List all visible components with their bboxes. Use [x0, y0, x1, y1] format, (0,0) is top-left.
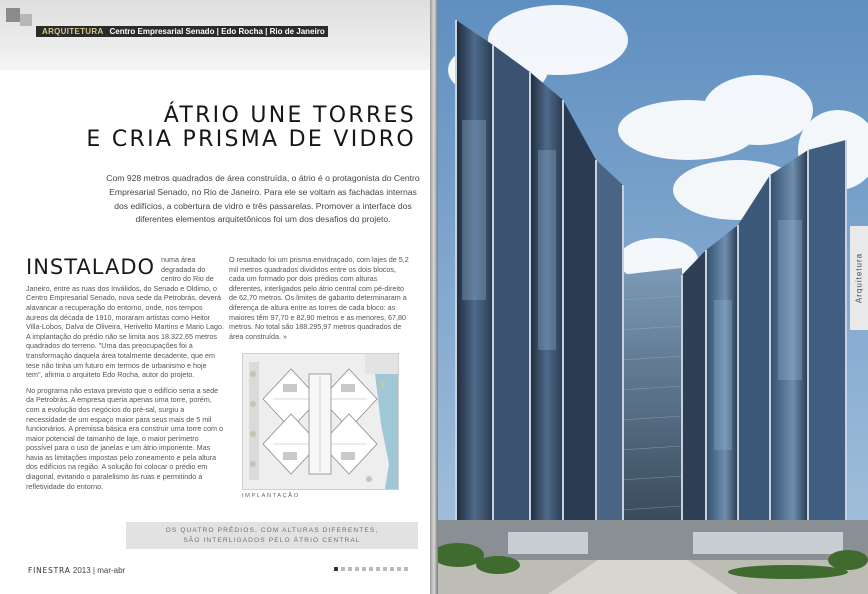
decorative-square: [20, 14, 32, 26]
site-plan-drawing: [242, 353, 399, 490]
left-page: [0, 0, 430, 594]
article-lead: Com 928 metros quadrados de área construída, o átrio é o protagonista do Centro Empresarial Senado, no Rio de Janeiro. Para ele se voltam as fachadas internas dos edifícios, a cobertura de vidro e três passarelas. Promover a interface dos diferentes elementos arquitetônicos foi um dos desafios do projeto.: [106, 173, 420, 225]
publication-name: FINESTRA: [28, 566, 71, 575]
photo-caption-line: OS QUATRO PRÉDIOS, COM ALTURAS DIFERENTES,: [165, 527, 379, 534]
building-photo: [438, 0, 868, 594]
paragraph: No programa não estava previsto que o edifício seria a sede da Petrobrás. A empresa queria apenas uma torre, porém, com a evolução dos negócios do pré-sal, surgiu a necessidade de um espaço maior para seus mais de 5 mil funcionários. A premissa básica era construir uma torre com o maior potencial de tamanho de laje, o maior perímetro possível para o uso de janelas e um átrio imponente. Mas havia as limitações impostas pelo zoneamento e pela altura dos edifícios na região. A solução foi colocar o prédio em diagonal, evitando o paralelismo às ruas e permitindo a refletividade do entorno.: [26, 385, 223, 491]
plan-caption: IMPLANTAÇÃO: [242, 493, 300, 499]
page-dots: [334, 566, 424, 572]
text-column-1: [26, 255, 224, 497]
photo-caption: [126, 522, 418, 549]
side-tab: [850, 226, 868, 330]
title-line-2: E CRIA PRISMA DE VIDRO: [86, 127, 416, 152]
page-footer: [28, 566, 125, 575]
article-title: [16, 104, 416, 152]
text-column-2: [229, 255, 409, 341]
section-bar: [36, 26, 328, 37]
section-category: ARQUITETURA: [42, 27, 104, 36]
decorative-square: [6, 8, 20, 22]
paragraph: numa área degradada do centro do Rio de Janeiro, entre as ruas dos Inválidos, do Senado e Oldimo, o Centro Empresarial Senado, nova sede da Petrobrás, deverá alavancar a recuperação do entorno, onde, nos tempos áureos da década de 1910, moraram artistas como Heitor Villa-Lobos, Dalva de Oliveira, Herivelto Martins e Mario Lago. A implantação do prédio não se limita aos 18.322,65 metros quadrados do terreno. "Uma das preocupações foi a transformação daquela área totalmente decadente, que em tese não tinha um futuro em termos de urbanismo e hoje tem", afirma o arquiteto Edo Rocha, autor do projeto.: [26, 255, 225, 380]
page-gutter: [430, 0, 438, 594]
title-line-1: ÁTRIO UNE TORRES: [163, 103, 416, 128]
section-breadcrumb: Centro Empresarial Senado | Edo Rocha | Rio de Janeiro: [109, 27, 325, 36]
photo-caption-line: SÃO INTERLIGADOS PELO ÁTRIO CENTRAL: [183, 537, 361, 544]
side-tab-label: Arquitetura: [854, 252, 864, 304]
paragraph: O resultado foi um prisma envidraçado, com lajes de 5,2 mil metros quadrados divididos entre os dois blocos, cada um formado por dois prédios com alturas diferentes, interligados pelo átrio central com pé-direito de 62,70 metros. Os limites de gabarito determinaram a diferença de altura entre as torres de cada bloco: as maiores têm 97,70 e 82,90 metros e as menores, 67,80 metros. No total são 188.295,97 metros quadrados de área construída. »: [229, 255, 409, 341]
issue-info: 2013 | mar-abr: [72, 566, 126, 575]
dropcap-word: INSTALADO: [26, 255, 156, 279]
